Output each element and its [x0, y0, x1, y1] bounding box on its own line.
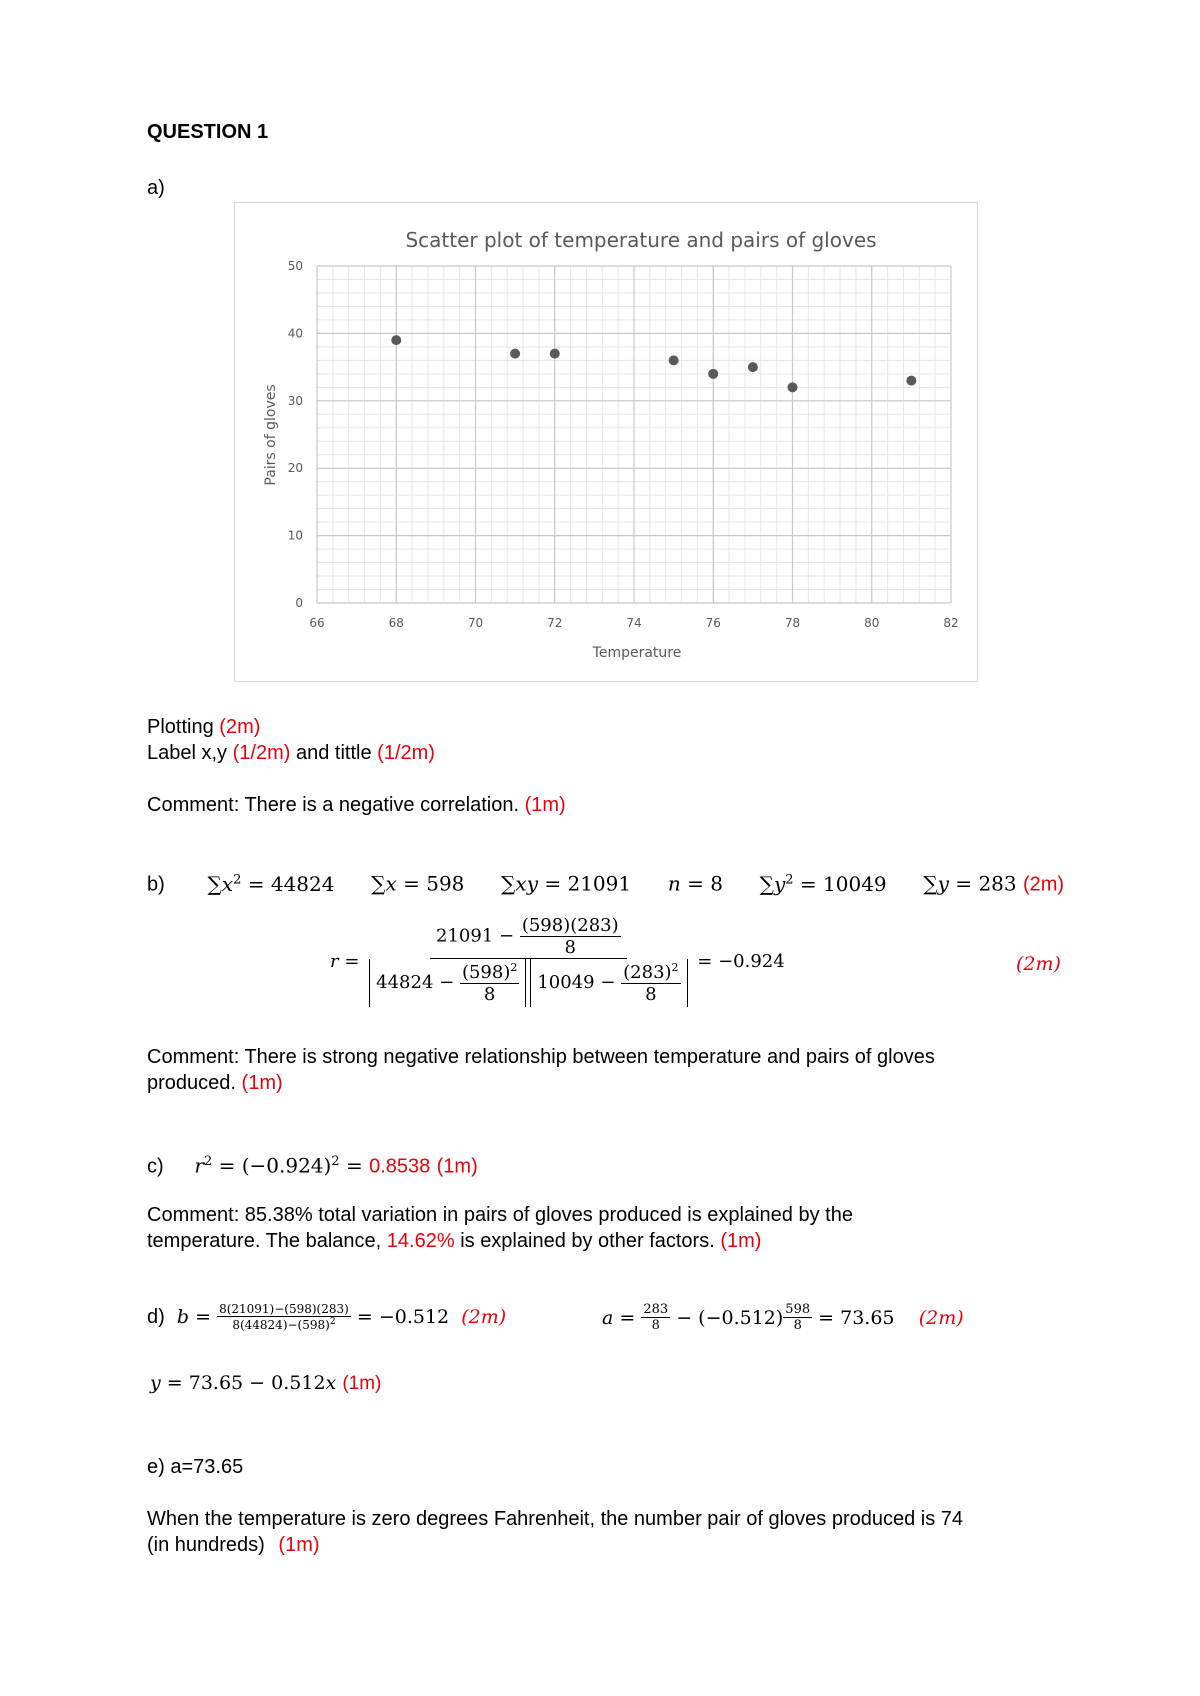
remaining-percent: 14.62%	[386, 1230, 455, 1252]
scatter-chart-svg	[235, 203, 977, 681]
part-b-comment-mark: (1m)	[241, 1072, 283, 1094]
y-axis-label: Pairs of gloves	[263, 384, 279, 486]
part-b-comment-line2-text: produced.	[147, 1072, 236, 1094]
part-b-comment-line2	[147, 1070, 283, 1096]
x-tick-label: 72	[547, 616, 563, 630]
plotting-line	[147, 714, 260, 740]
label-text-1: Label x,y	[147, 742, 228, 764]
r-denominator: 44824 − $\frac{(598)^2}{8}$ 10049 − $\frac{(283)^2}{8}$	[365, 959, 691, 1007]
data-point	[906, 376, 916, 386]
r-mark: (2m)	[1016, 953, 1061, 975]
r-squared-inner: (−0.924)	[241, 1153, 332, 1178]
n-value: n = 8	[667, 871, 723, 896]
equation-mark: (1m)	[342, 1373, 382, 1394]
part-a-comment-mark: (1m)	[524, 794, 566, 816]
plotting-mark: (2m)	[219, 716, 261, 738]
y-tick-label: 30	[287, 393, 303, 408]
y-tick-label: 0	[295, 596, 303, 610]
data-point	[788, 382, 798, 392]
b-fraction: $\frac{8(21091)-(598)(283)}{8(44824)-(598)^2}$	[219, 1302, 349, 1332]
part-b-sums	[147, 867, 1064, 898]
y-tick-label: 10	[287, 528, 303, 543]
part-a-label: a)	[147, 177, 165, 199]
data-point	[708, 369, 718, 379]
data-point	[391, 335, 401, 345]
part-a-comment	[147, 792, 566, 818]
data-point	[550, 349, 560, 359]
x-axis-label: Temperature	[592, 645, 682, 661]
part-e-line2	[147, 1532, 320, 1558]
x-tick-label: 66	[309, 616, 325, 630]
label-line	[147, 740, 435, 766]
r-fraction	[365, 915, 691, 1007]
sum-y: ∑y = 283	[923, 871, 1017, 896]
label-mark-2: (1/2m)	[377, 742, 435, 764]
chart-grid	[317, 266, 951, 603]
regression-equation: y = 73.65 − 0.512x (1m)	[150, 1372, 382, 1394]
sum-x2: $\sum x^2 = 44824$	[207, 871, 335, 896]
part-e-line1: When the temperature is zero degrees Fahrenheit, the number pair of gloves produced is 74	[147, 1508, 964, 1530]
data-point	[669, 355, 679, 365]
part-e-mark: (1m)	[278, 1534, 320, 1556]
part-b-comment-line1: Comment: There is strong negative relationship between temperature and pairs of gloves	[147, 1046, 935, 1068]
part-c-line: c) $r^2 = (-0.924)^2 = 0.8538$ (1m)	[147, 1153, 478, 1178]
part-e-line2-text: (in hundreds)	[147, 1534, 265, 1556]
chart-ticks	[288, 259, 959, 630]
y-tick-label: 50	[287, 259, 303, 273]
part-c-label: c)	[147, 1155, 164, 1178]
data-point	[748, 362, 758, 372]
part-d-b-formula: d) b = $\frac{8(21091)-(598)(283)}{8(44824)-(598)^2}$ = −0.512 (2m)	[147, 1302, 507, 1332]
x-tick-label: 80	[864, 616, 880, 630]
part-c-comment-mark: (1m)	[720, 1230, 762, 1252]
r-formula: r = 21091 − $\frac{(598)(283)}{8}$ 44824 − $\frac{(598)^2}{8}$ 10049 − $\frac{(283)^2}{8}$ = −0.924	[330, 915, 785, 1005]
x-tick-label: 82	[943, 616, 959, 630]
part-c-comment-line1: Comment: 85.38% total variation in pairs of gloves produced is explained by the	[147, 1204, 853, 1226]
r-squared-value: 0.8538	[369, 1155, 431, 1178]
b-value: −0.512	[378, 1306, 450, 1328]
x-tick-label: 78	[784, 616, 801, 630]
part-c-comment-line2: temperature. The balance, 14.62% is explained by other factors. (1m)	[147, 1230, 762, 1252]
b-mark: (2m)	[461, 1306, 507, 1328]
sum-y2: $\sum y^2 = 10049$	[759, 871, 887, 896]
y-tick-label: 20	[287, 461, 303, 476]
chart-points	[391, 335, 916, 392]
x-tick-label: 76	[705, 616, 721, 630]
scatter-chart	[234, 202, 978, 682]
sums-mark: (2m)	[1022, 873, 1065, 896]
part-a-comment-text: Comment: There is a negative correlation.	[147, 794, 520, 816]
part-d-label: d)	[147, 1305, 165, 1328]
r-value: −0.924	[718, 950, 785, 972]
part-e-label: e) a=73.65	[147, 1456, 244, 1478]
x-tick-label: 70	[467, 616, 484, 630]
data-point	[510, 349, 520, 359]
sum-xy: ∑xy = 21091	[501, 871, 632, 896]
r-symbol: r	[330, 950, 339, 972]
chart-title: Scatter plot of temperature and pairs of gloves	[405, 228, 877, 252]
y-tick-label: 40	[287, 326, 303, 341]
r-squared-mark: (1m)	[436, 1155, 478, 1178]
label-mark-1: (1/2m)	[232, 742, 291, 764]
page-title: QUESTION 1	[147, 121, 269, 143]
r-numerator: 21091 − $\frac{(598)(283)}{8}$	[430, 915, 627, 959]
x-tick-label: 74	[626, 616, 642, 630]
part-b-label: b)	[147, 873, 165, 896]
part-d-a-formula: a = $\frac{283}{8}$ − (−0.512) $\frac{598}{8}$ = 73.65 (2m)	[602, 1302, 964, 1333]
label-text-2: and tittle	[295, 742, 372, 764]
x-tick-label: 68	[388, 616, 404, 630]
plotting-text: Plotting	[147, 716, 214, 738]
a-mark: (2m)	[918, 1306, 964, 1329]
sum-x: ∑x = 598	[371, 871, 465, 896]
a-value: 73.65	[840, 1306, 895, 1329]
